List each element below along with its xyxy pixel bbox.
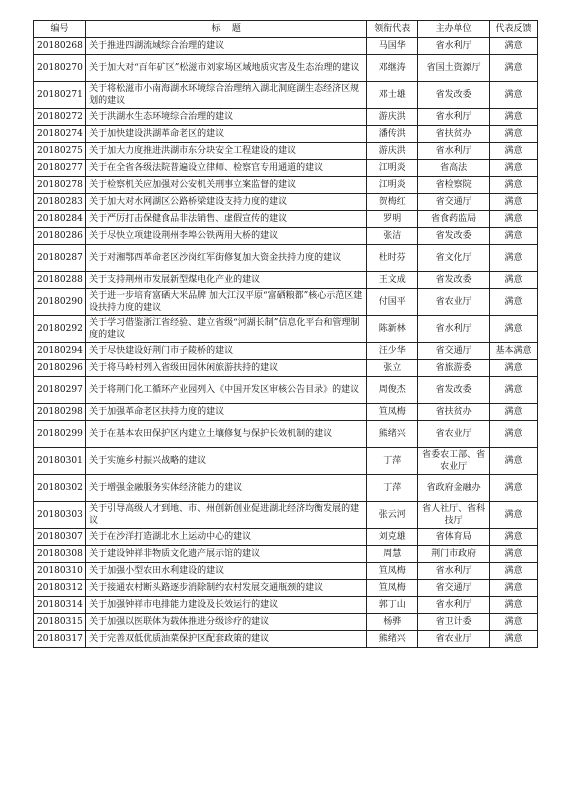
cell-organizer: 省水利厅 [418, 563, 490, 580]
cell-representative: 马国华 [367, 38, 418, 55]
table-row [34, 143, 538, 160]
cell-title: 关于将马岭村列入省级田园休闲旅游扶持的建议 [86, 360, 367, 377]
cell-representative: 张立 [367, 360, 418, 377]
cell-organizer: 省发改委 [418, 377, 490, 404]
table-row [34, 631, 538, 648]
cell-organizer: 省交通厅 [418, 194, 490, 211]
cell-representative: 张洁 [367, 228, 418, 245]
cell-feedback: 满意 [489, 126, 537, 143]
cell-title: 关于在基本农田保护区内建立土壤修复与保护长效机制的建议 [86, 421, 367, 448]
cell-title: 关于加强以医联体为载体推进分级诊疗的建议 [86, 614, 367, 631]
cell-feedback: 满意 [489, 211, 537, 228]
cell-id: 20180283 [34, 194, 86, 211]
cell-id: 20180310 [34, 563, 86, 580]
cell-title: 关于加强革命老区扶持力度的建议 [86, 404, 367, 421]
cell-organizer: 省人社厅、省科技厅 [418, 502, 490, 529]
cell-representative: 张云河 [367, 502, 418, 529]
header-organizer: 主办单位 [418, 21, 490, 38]
cell-title: 关于实施乡村振兴战略的建议 [86, 448, 367, 475]
cell-title: 关于尽快立项建设荆州李埠公铁两用大桥的建议 [86, 228, 367, 245]
table-row [34, 404, 538, 421]
cell-title: 关于将松滋市小南海湖水环境综合治理纳入湖北洞庭湖生态经济区规划的建议 [86, 82, 367, 109]
table-row [34, 475, 538, 502]
cell-organizer: 省国土资源厅 [418, 55, 490, 82]
cell-id: 20180292 [34, 316, 86, 343]
table-row [34, 228, 538, 245]
cell-title: 关于将荆门化工循环产业园列入《中国开发区审核公告目录》的建议 [86, 377, 367, 404]
table-row [34, 194, 538, 211]
cell-representative: 邓继涛 [367, 55, 418, 82]
table-row [34, 377, 538, 404]
cell-feedback: 满意 [489, 289, 537, 316]
cell-title: 关于学习借鉴浙江省经验、建立省级“河湖长制”信息化平台和管理制度的建议 [86, 316, 367, 343]
cell-id: 20180317 [34, 631, 86, 648]
cell-id: 20180286 [34, 228, 86, 245]
cell-organizer: 省交通厅 [418, 343, 490, 360]
cell-feedback: 满意 [489, 160, 537, 177]
cell-title: 关于加强小型农田水利建设的建议 [86, 563, 367, 580]
cell-feedback: 满意 [489, 109, 537, 126]
cell-organizer: 省卫计委 [418, 614, 490, 631]
cell-title: 关于增强金融服务实体经济能力的建议 [86, 475, 367, 502]
cell-feedback: 满意 [489, 597, 537, 614]
cell-title: 关于完善双低优质油菜保护区配套政策的建议 [86, 631, 367, 648]
cell-representative: 贺梅红 [367, 194, 418, 211]
cell-title: 关于对湘鄂西革命老区沙岗红军街修复加大资金扶持力度的建议 [86, 245, 367, 272]
cell-representative: 游庆洪 [367, 143, 418, 160]
table-row [34, 55, 538, 82]
cell-feedback: 满意 [489, 580, 537, 597]
table-row [34, 360, 538, 377]
cell-id: 20180268 [34, 38, 86, 55]
cell-representative: 陈新林 [367, 316, 418, 343]
cell-id: 20180270 [34, 55, 86, 82]
table-row [34, 245, 538, 272]
table-row [34, 343, 538, 360]
cell-organizer: 省检察院 [418, 177, 490, 194]
cell-representative: 游庆洪 [367, 109, 418, 126]
header-id: 编号 [34, 21, 86, 38]
cell-title: 关于加强钟祥市电排能力建设及长效运行的建议 [86, 597, 367, 614]
cell-title: 关于推进四湖流域综合治理的建议 [86, 38, 367, 55]
cell-representative: 熊绪兴 [367, 631, 418, 648]
cell-representative: 王文成 [367, 272, 418, 289]
cell-title: 关于检察机关应加强对公安机关刑事立案监督的建议 [86, 177, 367, 194]
cell-organizer: 省水利厅 [418, 143, 490, 160]
cell-organizer: 省农业厅 [418, 421, 490, 448]
cell-feedback: 满意 [489, 316, 537, 343]
table-row [34, 126, 538, 143]
cell-organizer: 省农业厅 [418, 289, 490, 316]
cell-title: 关于支持荆州市发展新型煤电化产业的建议 [86, 272, 367, 289]
cell-organizer: 省水利厅 [418, 597, 490, 614]
table-row [34, 109, 538, 126]
table-row [34, 597, 538, 614]
cell-title: 关于加快建设洪湖革命老区的建议 [86, 126, 367, 143]
cell-id: 20180303 [34, 502, 86, 529]
table-row [34, 289, 538, 316]
cell-organizer: 省水利厅 [418, 109, 490, 126]
cell-representative: 郭丁山 [367, 597, 418, 614]
cell-feedback: 满意 [489, 421, 537, 448]
cell-feedback: 满意 [489, 38, 537, 55]
cell-organizer: 省体育局 [418, 529, 490, 546]
table-row [34, 38, 538, 55]
cell-organizer: 省水利厅 [418, 38, 490, 55]
cell-feedback: 满意 [489, 448, 537, 475]
cell-organizer: 省水利厅 [418, 316, 490, 343]
cell-feedback: 满意 [489, 404, 537, 421]
cell-representative: 刘克雄 [367, 529, 418, 546]
cell-organizer: 省农业厅 [418, 631, 490, 648]
cell-representative: 江明炎 [367, 160, 418, 177]
cell-organizer: 省委农工部、省农业厅 [418, 448, 490, 475]
cell-organizer: 省食药监局 [418, 211, 490, 228]
table-row [34, 502, 538, 529]
cell-representative: 周慧 [367, 546, 418, 563]
cell-id: 20180307 [34, 529, 86, 546]
cell-id: 20180298 [34, 404, 86, 421]
cell-representative: 潘传洪 [367, 126, 418, 143]
table-row [34, 272, 538, 289]
cell-organizer: 荆门市政府 [418, 546, 490, 563]
cell-id: 20180277 [34, 160, 86, 177]
cell-feedback: 满意 [489, 272, 537, 289]
cell-feedback: 满意 [489, 228, 537, 245]
proposal-table [33, 20, 538, 648]
cell-title: 关于在沙洋打造湖北水上运动中心的建议 [86, 529, 367, 546]
table-row [34, 614, 538, 631]
table-body [34, 38, 538, 648]
cell-id: 20180284 [34, 211, 86, 228]
cell-representative: 周俊杰 [367, 377, 418, 404]
cell-organizer: 省发改委 [418, 82, 490, 109]
cell-id: 20180299 [34, 421, 86, 448]
cell-title: 关于引导高级人才到地、市、州创新创业促进湖北经济均衡发展的建议 [86, 502, 367, 529]
table-row [34, 529, 538, 546]
cell-organizer: 省发改委 [418, 228, 490, 245]
cell-id: 20180271 [34, 82, 86, 109]
cell-id: 20180302 [34, 475, 86, 502]
cell-title: 关于在全省各级法院普遍设立律师、检察官专用通道的建议 [86, 160, 367, 177]
header-feedback: 代表反馈 [489, 21, 537, 38]
cell-id: 20180297 [34, 377, 86, 404]
cell-title: 关于加大力度推进洪湖市东分块安全工程建设的建议 [86, 143, 367, 160]
cell-title: 关于严厉打击保健食品非法销售、虚假宣传的建议 [86, 211, 367, 228]
header-title: 标 题 [86, 21, 367, 38]
cell-representative: 江明炎 [367, 177, 418, 194]
cell-feedback: 满意 [489, 194, 537, 211]
cell-feedback: 满意 [489, 546, 537, 563]
cell-title: 关于接通农村断头路逐步消除制约农村发展交通瓶颈的建议 [86, 580, 367, 597]
cell-representative: 熊绪兴 [367, 421, 418, 448]
cell-organizer: 省扶贫办 [418, 126, 490, 143]
cell-title: 关于尽快建设好荆门市子陵桥的建议 [86, 343, 367, 360]
cell-organizer: 省旅游委 [418, 360, 490, 377]
table-row [34, 177, 538, 194]
cell-title: 关于加大对“百年矿区”松滋市刘家场区域地质灾害及生态治理的建议 [86, 55, 367, 82]
table-row [34, 82, 538, 109]
cell-feedback: 满意 [489, 563, 537, 580]
cell-feedback: 满意 [489, 82, 537, 109]
cell-id: 20180288 [34, 272, 86, 289]
cell-feedback: 基本满意 [489, 343, 537, 360]
cell-representative: 丁萍 [367, 475, 418, 502]
cell-id: 20180301 [34, 448, 86, 475]
cell-feedback: 满意 [489, 360, 537, 377]
cell-organizer: 省交通厅 [418, 580, 490, 597]
cell-organizer: 省扶贫办 [418, 404, 490, 421]
cell-id: 20180315 [34, 614, 86, 631]
cell-representative: 丁萍 [367, 448, 418, 475]
cell-feedback: 满意 [489, 245, 537, 272]
cell-representative: 汪少华 [367, 343, 418, 360]
cell-id: 20180272 [34, 109, 86, 126]
cell-representative: 邓士雄 [367, 82, 418, 109]
cell-representative: 杨骅 [367, 614, 418, 631]
table-row [34, 421, 538, 448]
cell-id: 20180312 [34, 580, 86, 597]
cell-title: 关于建设钟祥非物质文化遗产展示馆的建议 [86, 546, 367, 563]
cell-representative: 付国平 [367, 289, 418, 316]
cell-feedback: 满意 [489, 177, 537, 194]
cell-organizer: 省政府金融办 [418, 475, 490, 502]
cell-id: 20180275 [34, 143, 86, 160]
cell-feedback: 满意 [489, 55, 537, 82]
cell-id: 20180274 [34, 126, 86, 143]
table-row [34, 546, 538, 563]
table-row [34, 160, 538, 177]
cell-id: 20180294 [34, 343, 86, 360]
table-row [34, 211, 538, 228]
header-representative: 领衔代表 [367, 21, 418, 38]
cell-feedback: 满意 [489, 143, 537, 160]
cell-id: 20180278 [34, 177, 86, 194]
cell-feedback: 满意 [489, 631, 537, 648]
cell-id: 20180296 [34, 360, 86, 377]
table-row [34, 563, 538, 580]
cell-representative: 笪凤梅 [367, 404, 418, 421]
cell-id: 20180290 [34, 289, 86, 316]
cell-feedback: 满意 [489, 475, 537, 502]
table-row [34, 448, 538, 475]
cell-id: 20180287 [34, 245, 86, 272]
table-row [34, 580, 538, 597]
cell-feedback: 满意 [489, 502, 537, 529]
table-row [34, 316, 538, 343]
cell-organizer: 省文化厅 [418, 245, 490, 272]
cell-feedback: 满意 [489, 529, 537, 546]
cell-representative: 笪凤梅 [367, 563, 418, 580]
cell-organizer: 省发改委 [418, 272, 490, 289]
cell-organizer: 省高法 [418, 160, 490, 177]
cell-title: 关于进一步培育富硒大米品牌 加大江汉平原“富硒粮都”核心示范区建设扶持力度的建议 [86, 289, 367, 316]
table-header-row [34, 21, 538, 38]
cell-representative: 笪凤梅 [367, 580, 418, 597]
cell-representative: 杜时芬 [367, 245, 418, 272]
cell-feedback: 满意 [489, 614, 537, 631]
cell-representative: 罗明 [367, 211, 418, 228]
cell-title: 关于洪湖水生态环境综合治理的建议 [86, 109, 367, 126]
cell-id: 20180314 [34, 597, 86, 614]
cell-title: 关于加大对水网湖区公路桥梁建设支持力度的建议 [86, 194, 367, 211]
cell-id: 20180308 [34, 546, 86, 563]
cell-feedback: 满意 [489, 377, 537, 404]
